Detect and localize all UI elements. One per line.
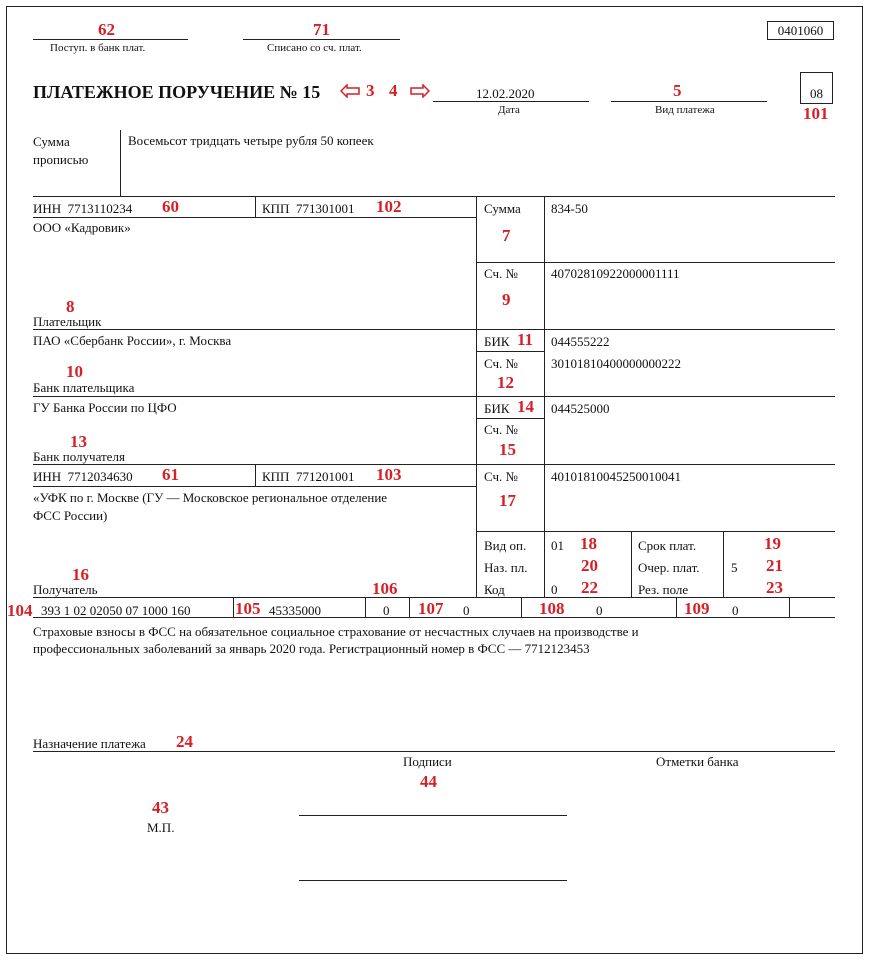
payer-inn-label: ИНН xyxy=(33,201,62,216)
arrow-left-icon xyxy=(340,84,360,98)
grid-divider xyxy=(365,597,366,617)
recipient-kpp xyxy=(262,469,354,485)
grid-line xyxy=(33,464,835,465)
recipient-inn-label: ИНН xyxy=(33,469,62,484)
payer-bank-bik-label: БИК xyxy=(484,334,510,349)
field-number-5: 5 xyxy=(673,81,682,100)
field-number-104: 104 xyxy=(7,601,33,620)
payer-account-value: 40702810922000001111 xyxy=(551,266,680,281)
recipient-inn-value: 7712034630 xyxy=(67,469,133,484)
field-number-106: 106 xyxy=(372,579,398,598)
signature-line-1 xyxy=(299,815,567,816)
recipient-account-label: Сч. № xyxy=(484,469,518,484)
recipient-bank-account-label: Сч. № xyxy=(484,422,518,437)
date-line xyxy=(433,101,589,102)
field-number-9: 9 xyxy=(502,290,511,309)
field-number-44: 44 xyxy=(420,772,437,791)
sum-words-value: Восемьсот тридцать четыре рубля 50 копеек xyxy=(128,133,374,148)
recipient-kpp-value: 771201001 xyxy=(295,469,355,484)
field-108-value: 0 xyxy=(596,603,603,618)
field-number-60: 60 xyxy=(162,197,179,216)
field-number-62: 62 xyxy=(98,20,115,39)
field-number-12: 12 xyxy=(497,373,514,392)
field-number-10: 10 xyxy=(66,362,83,381)
payer-kpp-label: КПП xyxy=(262,201,290,216)
grid-line xyxy=(33,396,835,397)
bank-marks-label: Отметки банка xyxy=(656,754,739,769)
field-number-23: 23 xyxy=(766,578,783,597)
recipient-name-line2: ФСС России) xyxy=(33,508,108,523)
grid-line xyxy=(33,597,835,598)
payment-priority-label: Очер. плат. xyxy=(638,560,700,575)
field-number-16: 16 xyxy=(72,565,89,584)
grid-divider xyxy=(233,597,234,617)
payment-type-label: Вид платежа xyxy=(655,104,715,116)
payment-purpose-line1: Страховые взносы в ФСС на обязательное социальное страхование от несчастных случаев на производстве и xyxy=(33,624,639,639)
amount-label: Сумма xyxy=(484,201,521,216)
payer-inn-value: 7713110234 xyxy=(67,201,133,216)
recipient-account-value: 40101810045250010041 xyxy=(551,469,681,484)
grid-line xyxy=(476,418,544,419)
payment-term-label: Срок плат. xyxy=(638,538,697,553)
payer-bank-name: ПАО «Сбербанк России», г. Москва xyxy=(33,333,232,348)
field-number-71: 71 xyxy=(313,20,330,39)
payer-bank-account-value: 30101810400000000222 xyxy=(551,356,681,371)
field-number-105: 105 xyxy=(235,599,261,618)
amount-value: 834-50 xyxy=(551,201,588,216)
field-number-61: 61 xyxy=(162,465,179,484)
grid-divider xyxy=(409,597,410,617)
field-number-22: 22 xyxy=(581,578,598,597)
field-number-13: 13 xyxy=(70,432,87,451)
field-number-24: 24 xyxy=(176,732,193,751)
field-number-7: 7 xyxy=(502,226,511,245)
grid-divider xyxy=(723,531,724,597)
field-number-109: 109 xyxy=(684,599,710,618)
status-box: 08 xyxy=(800,72,833,104)
sum-words-divider xyxy=(120,130,121,196)
grid-line xyxy=(33,217,476,218)
field-number-101: 101 xyxy=(803,104,829,123)
form-code-box: 0401060 xyxy=(767,21,834,40)
signatures-label: Подписи xyxy=(403,754,452,769)
payment-purpose-label: Назначение платежа xyxy=(33,736,146,751)
field-number-21: 21 xyxy=(766,556,783,575)
payer-account-label: Сч. № xyxy=(484,266,518,281)
payer-kpp-value: 771301001 xyxy=(295,201,355,216)
field-number-103: 103 xyxy=(376,465,402,484)
field-number-11: 11 xyxy=(517,330,534,349)
payer-name: ООО «Кадровик» xyxy=(33,220,131,235)
grid-divider xyxy=(544,196,545,597)
grid-divider xyxy=(789,597,790,617)
field-number-19: 19 xyxy=(764,534,781,553)
recipient-bank-label: Банк получателя xyxy=(33,449,125,464)
debited-label: Списано со сч. плат. xyxy=(267,42,362,54)
payer-bank-label: Банк плательщика xyxy=(33,380,135,395)
grid-divider xyxy=(521,597,522,617)
oktmo-value: 45335000 xyxy=(269,603,321,618)
code-value: 0 xyxy=(551,582,558,597)
grid-line xyxy=(33,329,835,330)
grid-line xyxy=(476,531,835,532)
grid-divider xyxy=(631,531,632,597)
operation-type-label: Вид оп. xyxy=(484,538,527,553)
bank-received-line xyxy=(33,39,188,40)
payer-inn xyxy=(33,201,132,217)
purpose-bottom-line xyxy=(33,751,835,752)
payment-type-line xyxy=(611,101,767,102)
kbk-value: 393 1 02 02050 07 1000 160 xyxy=(41,603,191,618)
field-number-15: 15 xyxy=(499,440,516,459)
field-107-value: 0 xyxy=(463,603,470,618)
reserve-field-label: Рез. поле xyxy=(638,582,689,597)
recipient-label: Получатель xyxy=(33,582,98,597)
grid-divider xyxy=(676,597,677,617)
grid-line xyxy=(476,351,544,352)
grid-line xyxy=(476,262,835,263)
field-number-4: 4 xyxy=(389,81,398,100)
payment-purpose-line2: профессиональных заболеваний за январь 2020 года. Регистрационный номер в ФСС — 7712123453 xyxy=(33,641,590,656)
field-number-20: 20 xyxy=(581,556,598,575)
field-109-value: 0 xyxy=(732,603,739,618)
recipient-inn xyxy=(33,469,133,485)
document-title: ПЛАТЕЖНОЕ ПОРУЧЕНИЕ № 15 xyxy=(33,82,321,102)
debited-line xyxy=(243,39,400,40)
recipient-name-line1: «УФК по г. Москве (ГУ — Московское региональное отделение xyxy=(33,490,388,505)
field-number-18: 18 xyxy=(580,534,597,553)
date-label: Дата xyxy=(498,104,520,116)
field-number-8: 8 xyxy=(66,297,75,316)
grid-divider xyxy=(476,196,477,597)
code-label: Код xyxy=(484,582,505,597)
field-number-107: 107 xyxy=(418,599,444,618)
payment-purpose-code-label: Наз. пл. xyxy=(484,560,528,575)
arrow-right-icon xyxy=(410,84,430,98)
payer-label: Плательщик xyxy=(33,314,102,329)
grid-divider xyxy=(255,464,256,486)
grid-divider xyxy=(255,196,256,217)
payment-priority-value: 5 xyxy=(731,560,738,575)
recipient-kpp-label: КПП xyxy=(262,469,290,484)
signature-line-2 xyxy=(299,880,567,881)
field-number-17: 17 xyxy=(499,491,516,510)
operation-type-value: 01 xyxy=(551,538,564,553)
grid-line xyxy=(33,486,476,487)
bank-received-label: Поступ. в банк плат. xyxy=(50,42,146,54)
field-number-102: 102 xyxy=(376,197,402,216)
field-number-43: 43 xyxy=(152,798,169,817)
payer-bank-account-label: Сч. № xyxy=(484,356,518,371)
field-106-value: 0 xyxy=(383,603,390,618)
sum-words-label: Сумма прописью xyxy=(33,134,89,167)
field-number-14: 14 xyxy=(517,397,534,416)
stamp-label: М.П. xyxy=(147,820,175,835)
payment-date-value: 12.02.2020 xyxy=(476,86,535,101)
field-number-3: 3 xyxy=(366,81,375,100)
payer-kpp xyxy=(262,201,354,217)
payer-bank-bik-value: 044555222 xyxy=(551,334,610,349)
recipient-bank-bik-label: БИК xyxy=(484,401,510,416)
field-number-108: 108 xyxy=(539,599,565,618)
recipient-bank-name: ГУ Банка России по ЦФО xyxy=(33,400,177,415)
recipient-bank-bik-value: 044525000 xyxy=(551,401,610,416)
grid-line xyxy=(33,196,835,197)
